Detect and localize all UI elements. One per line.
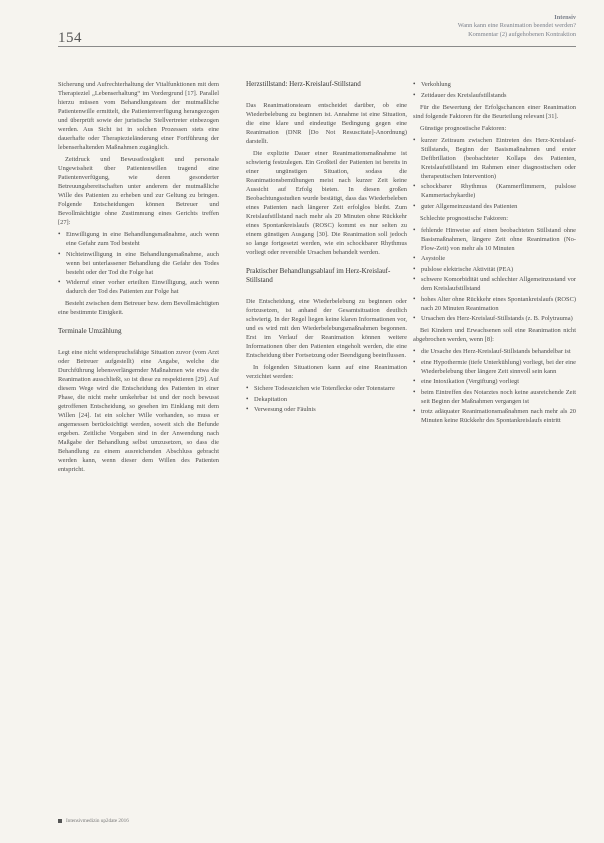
list-item: • hohes Alter ohne Rückkehr eines Spontankreislaufs (ROSC) nach 20 Minuten Reanimation: [413, 295, 576, 313]
bullet-list: [246, 384, 407, 414]
list-item: • trotz adäquater Reanimationsmaßnahmen nach mehr als 20 Minuten keine Rückkehr des Spontankreislaufs eintritt: [413, 407, 576, 425]
running-head-chapter: Intensiv: [554, 14, 576, 21]
list-item: • Verkohlung: [413, 80, 576, 89]
bullet-list: [413, 136, 576, 211]
list-item: • Asystolie: [413, 254, 576, 263]
paragraph: Besteht zwischen dem Betreuer bzw. dem Bevollmächtigten eine bestimmte Einigkeit.: [58, 300, 219, 316]
paragraph: Legt eine nicht widerspruchsfähige Situation zuvor (vom Arzt oder Betreuer aufgestellt) eine Angabe, welche die Durchführung lebensverlängernder Maßnahmen wie etwa die Reanimation ausschließt, so ist diese zu respektieren [29]. Auf diesem Wege wird die Entscheidung des Patienten in einer Phase, die nicht mehr umkehrbar ist und der noch bewusst getroffenen Entscheidung, so gesehen im Einklang mit dem Willen [24]. Ist ein solcher Wille vorhanden, so muss er angemessen berücksichtigt werden, soweit sich die Befunde ergeben. Zeitliche Vorgaben sind in der Anwendung nach Maßgabe der Behandlung selbst umzusetzen, so dass die Behandlung zu einem ausreichenden Abschluss gebracht werden kann, wenn dieser dem Willen des Patienten entspricht.: [58, 349, 219, 473]
paragraph: Zeitdruck und Bewusstlosigkeit und personale Ungewissheit über Patientenwillen tragend eine Patientenverfügung, wie deren gesonderter Betreuungsbereitschaften unter anderem der mutmaßliche Wille des Patienten zu erheben und zur Geltung zu bringen. Folgende Entscheidungen können Betreuer und Bevollmächtigte ohne Zustimmung eines Gerichts treffen [27]:: [58, 156, 219, 226]
paragraph: Das Reanimationsteam entscheidet darüber, ob eine Wiederbelebung zu beginnen ist. Annahme ist eine Situation, die eine klare und eindeutige Bedingung gegen eine Reanimation (DNR [Do Not Resuscitate]-Anordnung) darstellt.: [246, 102, 407, 145]
section-heading: Terminale Umzählung: [58, 327, 122, 335]
list-item: • kurzer Zeitraum zwischen Eintreten des Herz-Kreislauf-Stillstands, Beginn der Basismaßnahmen und erster Defibrillation (beobachteter Kollaps des Patienten, Kreislaufstillstand im Rahmen einer diagnostischen oder therapeutischen Intervention): [413, 136, 576, 181]
paragraph: Günstige prognostische Faktoren:: [420, 124, 507, 132]
list-item: • Dekapitation: [246, 395, 407, 404]
bullet-list: [58, 230, 219, 296]
square-icon: [58, 819, 62, 823]
running-head-line-1: Wann kann eine Reanimation beendet werden?: [457, 22, 576, 30]
running-head: [356, 14, 576, 39]
list-item: • Verwesung oder Fäulnis: [246, 405, 407, 414]
bullet-list: [413, 347, 576, 425]
paragraph: Sicherung und Aufrechterhaltung der Vitalfunktionen mit dem Therapieziel „Lebenserhaltung“ im Vordergrund [17]. Parallel hierzu müssen vom Behandlungsteam der mutmaßliche Patientenwille ermittelt, die Patientenverfügung herangezogen und überprüft sowie der juristische Stellvertreter einbezogen werden. Aus Sicht ist in solchen Prozessen stets eine dauerhafte oder Therapiezieländerung einer Fortführung der lebenserhaltenden Maßnahmen zugänglich.: [58, 81, 219, 151]
list-item: • Sichere Todeszeichen wie Totenflecke oder Totenstarre: [246, 384, 407, 393]
paragraph: Die Entscheidung, eine Wiederbelebung zu beginnen oder fortzusetzen, ist anhand der Gesamtsituation deutlich schwierig. In der Regel liegen keine klaren Informationen vor, und es wird mit den Wiederbelebungsmaßnahmen begonnen. Erst im Verlauf der Reanimation können weitere Informationen über den Patienten eingeholt werden, die eine Entscheidung über Fortsetzung oder Beendigung beeinflussen.: [246, 298, 407, 359]
list-item: • Ursachen des Herz-Kreislauf-Stillstands (z. B. Polytrauma): [413, 314, 576, 323]
list-item: • eine Intoxikation (Vergiftung) vorliegt: [413, 377, 576, 386]
bullet-list: [413, 80, 576, 100]
list-item: • Widerruf einer vorher erteilten Einwilligung, auch wenn dadurch der Tod des Patienten zur Folge hat: [58, 278, 219, 296]
list-item: • Nichteinwilligung in eine Behandlungsmaßnahme, auch wenn bei unterlassener Behandlung die Gefahr des Todes besteht oder der Tod die Folge hat: [58, 250, 219, 277]
footer-text: Intensivmedizin up2date 2016: [66, 818, 129, 824]
bullet-list: [413, 226, 576, 324]
list-item: • Einwilligung in eine Behandlungsmaßnahme, auch wenn eine Gefahr zum Tod besteht: [58, 230, 219, 248]
paragraph: Bei Kindern und Erwachsenen soll eine Reanimation nicht abgebrochen werden, wenn [8]:: [413, 327, 576, 343]
list-item: • schwere Komorbidität und schlechter Allgemeinzustand vor dem Kreislaufstillstand: [413, 275, 576, 293]
text-column-3: [413, 80, 576, 428]
paragraph: Für die Bewertung der Erfolgschancen einer Reanimation sind folgende Faktoren für die Beurteilung relevant [31].: [413, 103, 576, 120]
section-heading: Herzstillstand: Herz-Kreislauf-Stillstand: [246, 80, 361, 88]
list-item: • die Ursache des Herz-Kreislauf-Stillstands behandelbar ist: [413, 347, 576, 356]
page-number: 154: [58, 30, 82, 46]
list-item: • eine Hypothermie (tiefe Unterkühlung) vorliegt, bei der eine Wiederbelebung über längere Zeit sinnvoll sein kann: [413, 358, 576, 376]
list-item: • beim Eintreffen des Notarztes noch keine ausreichende Zeit seit Beginn der Maßnahmen vergangen ist: [413, 388, 576, 406]
text-column-1: [58, 80, 219, 477]
text-column-2: [246, 80, 407, 417]
list-item: • guter Allgemeinzustand des Patienten: [413, 202, 576, 211]
section-heading: Praktischer Behandlungsablauf im Herz-Kreislauf-Stillstand: [246, 267, 391, 284]
list-item: • schockbarer Rhythmus (Kammerflimmern, pulslose Kammertachykardie): [413, 182, 576, 200]
footer: [58, 818, 129, 824]
paragraph: Die explizite Dauer einer Reanimationsmaßnahme ist schwierig festzulegen. Ein Großteil der Patienten ist bereits in einer ungünstigen Situation, sodass die Reanimationsbemühungen meist nach kurzer Zeit keine Aussicht auf Erfolg bieten. In diesen großen Beobachtungsstudien wurde bestätigt, dass das Wiederbeleben eines Patienten nach längerer Zeit erfolglos bleibt. Zum Kreislaufstillstand nach mehr als 20 Minuten ohne Rückkehr eines Spontankreislaufs (ROSC) kommt es nur selten zu einem günstigen Ausgang [30]. Die Reanimation soll jedoch so lange fortgesetzt werden, wie ein schockbarer Rhythmus vorliegt oder reversible Ursachen behandelt werden.: [246, 150, 407, 256]
list-item: • pulslose elektrische Aktivität (PEA): [413, 265, 576, 274]
list-item: • Zeitdauer des Kreislaufstillstands: [413, 91, 576, 100]
paragraph: In folgenden Situationen kann auf eine Reanimation verzichtet werden:: [246, 364, 407, 380]
list-item: • fehlende Hinweise auf einen beobachteten Stillstand ohne Basismaßnahmen, längere Zeit ohne Reanimation (No-Flow-Zeit) von mehr als 10 Minuten: [413, 226, 576, 253]
header-rule: [58, 46, 576, 47]
running-head-line-2: Kommentar (2) aufgehobenen Kontraktion: [468, 30, 576, 38]
paragraph: Schlechte prognostische Faktoren:: [420, 214, 509, 222]
